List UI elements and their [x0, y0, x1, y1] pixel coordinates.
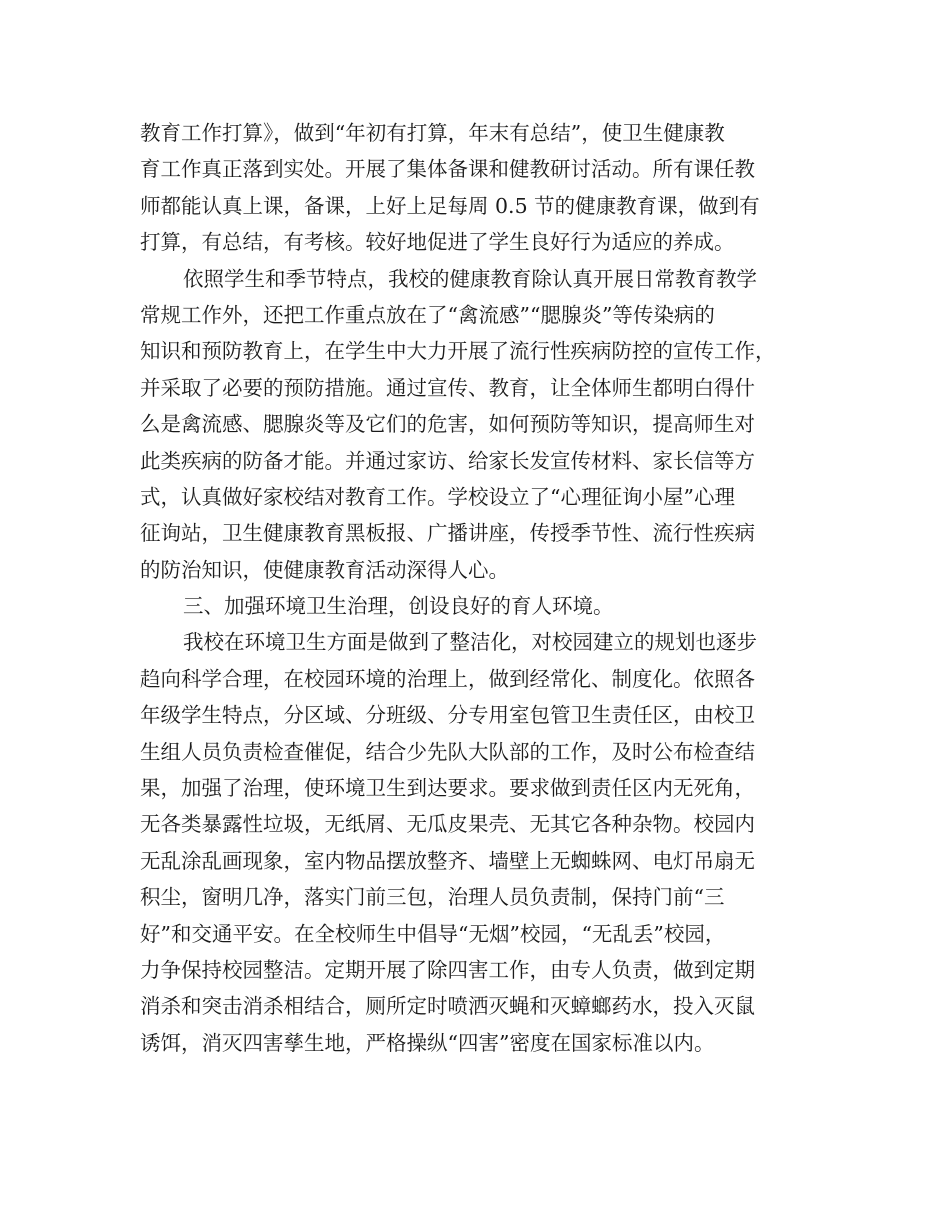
document-body — [140, 115, 820, 1061]
text-line: 式，认真做好家校结对教育工作。学校设立了“心理征询小屋”心理 — [140, 484, 735, 509]
text-line: 力争保持校园整洁。定期开展了除四害工作，由专人负责，做到定期 — [140, 957, 755, 982]
text-line: 并采取了必要的预防措施。通过宣传、教育，让全体师生都明白得什 — [140, 375, 755, 400]
text-line: 依照学生和季节特点，我校的健康教育除认真开展日常教育教学 — [183, 266, 757, 291]
text-line: 果，加强了治理，使环境卫生到达要求。要求做到责任区内无死角， — [140, 776, 755, 801]
text-line: 师都能认真上课，备课，上好上足每周 0.5 节的健康教育课，做到有 — [140, 193, 760, 218]
text-line: 年级学生特点，分区域、分班级、分专用室包管卫生责任区，由校卫 — [140, 703, 755, 728]
text-line: 常规工作外，还把工作重点放在了“禽流感”“腮腺炎”等传染病的 — [140, 302, 715, 327]
text-line: 好”和交通平安。在全校师生中倡导“无烟”校园，“无乱丢”校园， — [140, 921, 726, 946]
text-line: 生组人员负责检查催促，结合少先队大队部的工作，及时公布检查结 — [140, 739, 755, 764]
text-line: 三、加强环境卫生治理，创设良好的育人环境。 — [183, 594, 614, 619]
text-line: 无各类暴露性垃圾，无纸屑、无瓜皮果壳、无其它各种杂物。校园内 — [140, 812, 755, 837]
text-line: 教育工作打算》，做到“年初有打算，年末有总结”，使卫生健康教 — [140, 121, 725, 145]
text-line: 么是禽流感、腮腺炎等及它们的危害，如何预防等知识，提高师生对 — [140, 412, 755, 437]
text-line: 诱饵，消灭四害孳生地，严格操纵“四害”密度在国家标准以内。 — [140, 1030, 715, 1055]
text-line: 我校在环境卫生方面是做到了整洁化，对校园建立的规划也逐步 — [183, 630, 757, 655]
text-line: 积尘，窗明几净，落实门前三包，治理人员负责制，保持门前“三 — [140, 885, 725, 910]
text-line: 趋向科学合理，在校园环境的治理上，做到经常化、制度化。依照各 — [140, 666, 755, 691]
text-line: 知识和预防教育上，在学生中大力开展了流行性疾病防控的宣传工作， — [140, 339, 776, 364]
text-line: 打算，有总结，有考核。较好地促进了学生良好行为适应的养成。 — [140, 230, 735, 255]
text-line: 的防治知识，使健康教育活动深得人心。 — [140, 557, 509, 582]
text-line: 此类疾病的防备才能。并通过家访、给家长发宣传材料、家长信等方 — [140, 448, 755, 473]
text-line: 育工作真正落到实处。开展了集体备课和健教研讨活动。所有课任教 — [140, 157, 755, 182]
text-line: 消杀和突击消杀相结合，厕所定时喷洒灭蝇和灭蟑螂药水，投入灭鼠 — [140, 994, 755, 1019]
text-line: 征询站，卫生健康教育黑板报、广播讲座，传授季节性、流行性疾病 — [140, 521, 755, 546]
text-line: 无乱涂乱画现象，室内物品摆放整齐、墙壁上无蜘蛛网、电灯吊扇无 — [140, 848, 755, 873]
